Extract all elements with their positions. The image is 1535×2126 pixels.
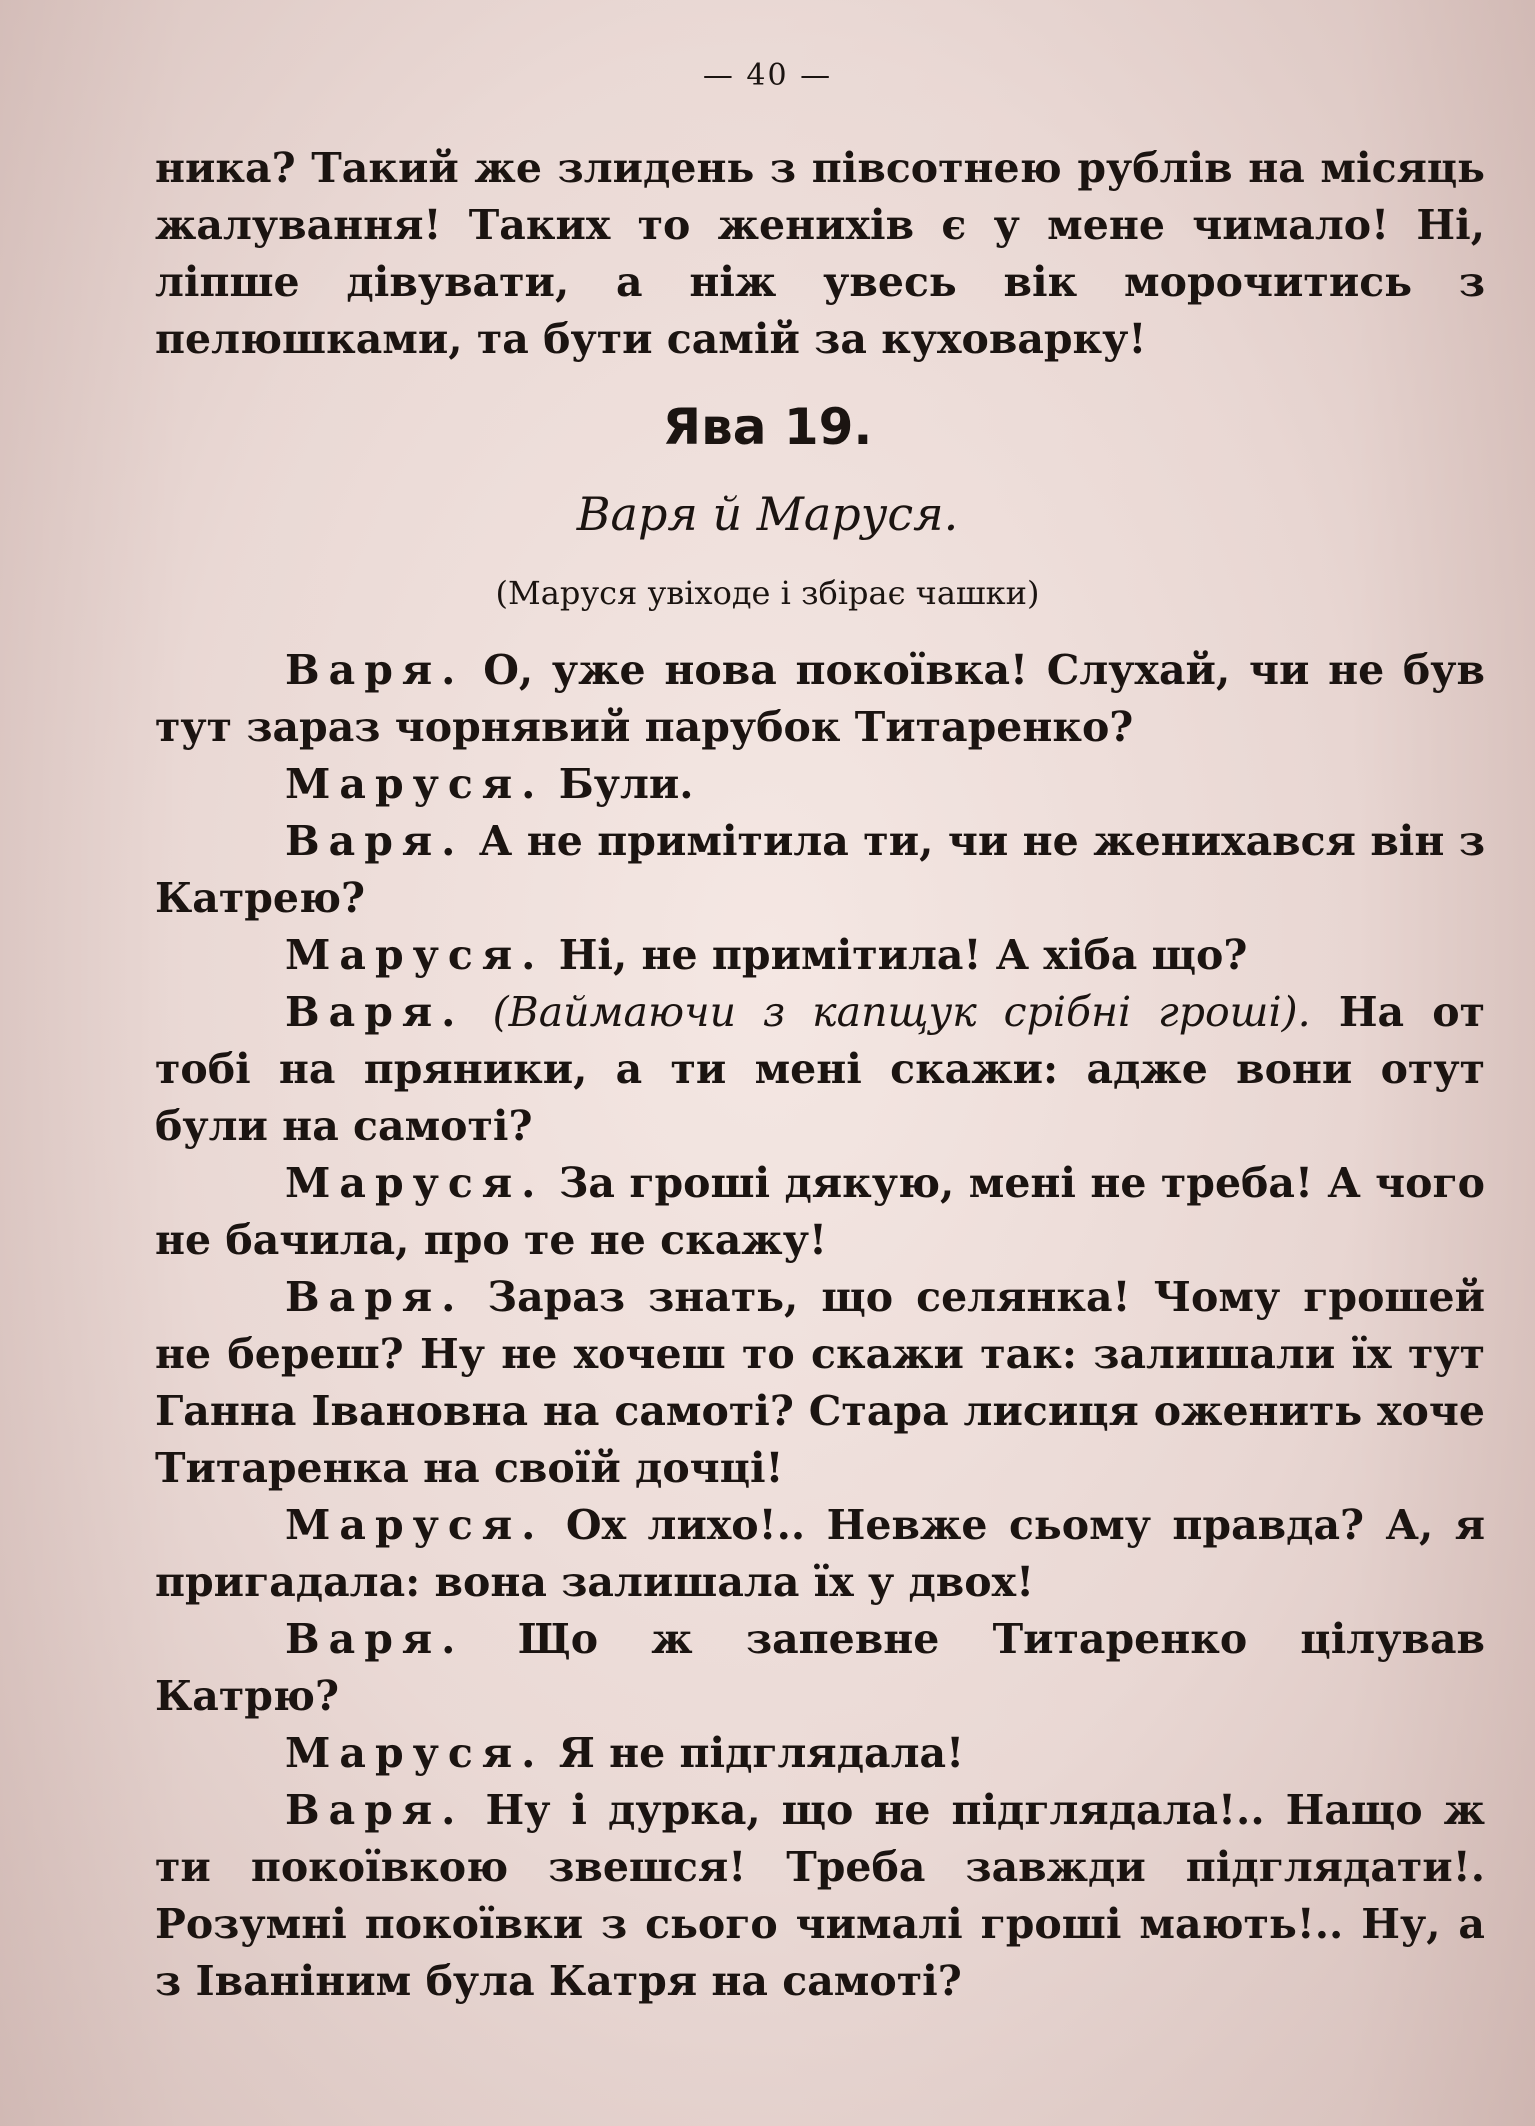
speech-text: О, уже нова покоївка! Слухай, чи не був тут зараз чорнявий парубок Титаренко? — [155, 646, 1485, 751]
stage-direction-inline: (Ваймаючи з капщук срібні гроші). — [492, 988, 1311, 1036]
dialogue-line — [155, 1725, 1485, 1782]
page-number: — 40 — — [702, 58, 833, 93]
scene-characters: Варя й Маруся. — [576, 487, 959, 541]
speech-text: За гроші дякую, мені не треба! А чого не бачила, про те не скажу! — [155, 1159, 1485, 1264]
dialogue-line — [155, 984, 1485, 1155]
continuation-paragraph: ника? Такий же злидень з півсотнею рублів на місяць жалування! Таких то женихів є у мене чимало! Ні, ліпше дівувати, а ніж увесь вік морочитись з пелюшками, та бути самій за куховарку! — [155, 144, 1485, 363]
dialogue-line — [155, 813, 1485, 927]
speech-text: Зараз знать, що селянка! Чому грошей не береш? Ну не хочеш то скажи так: залишали їх тут Ганна Івановна на самоті? Стара лисиця оженить хоче Титаренка на своїй дочці! — [155, 1273, 1485, 1492]
dialogue-line — [155, 1782, 1485, 2010]
speech-text: А не примітила ти, чи не женихався він з Катрею? — [155, 817, 1485, 922]
speech-text: Що ж запевне Титаренко цілував Катрю? — [155, 1615, 1485, 1720]
speaker-name: Маруся. — [285, 760, 545, 808]
dialogue-line — [155, 1155, 1485, 1269]
dialogue-line — [155, 1611, 1485, 1725]
speech-text: Ох лихо!.. Невже сьому правда? А, я пригадала: вона залишала їх у двох! — [155, 1501, 1485, 1606]
speech-text: Ні, не примітила! А хіба що? — [558, 931, 1248, 979]
dialogue-line — [155, 927, 1485, 984]
speech-text: Були. — [558, 760, 694, 808]
speech-text: Ну і дурка, що не підглядала!.. Нащо ж ти покоївкою звешся! Треба завжди підглядати!. Розумні покоївки з сього чималі гроші мають!.. Ну, а з Іваніним була Катря на самоті? — [155, 1786, 1485, 2005]
speaker-name: Маруся. — [285, 1729, 545, 1777]
dialogue-line — [155, 1269, 1485, 1497]
speech-text: На от тобі на пряники, а ти мені скажи: адже вони отут були на самоті? — [155, 988, 1485, 1150]
speaker-name: Маруся. — [285, 1501, 545, 1549]
scene-title: Ява 19. — [662, 398, 873, 456]
stage-direction: (Маруся увіходе і збірає чашки) — [495, 574, 1040, 612]
speech-text: Я не підглядала! — [558, 1729, 965, 1777]
speaker-name: Варя. — [285, 646, 465, 694]
speaker-name: Маруся. — [285, 1159, 545, 1207]
dialogue-line — [155, 756, 1485, 813]
speaker-name: Варя. — [285, 817, 465, 865]
dialogue-line — [155, 642, 1485, 756]
speaker-name: Маруся. — [285, 931, 545, 979]
speaker-name: Варя. — [285, 1786, 465, 1834]
speaker-name: Варя. — [285, 988, 465, 1036]
dialogue — [155, 642, 1485, 2010]
speaker-name: Варя. — [285, 1615, 465, 1663]
dialogue-line — [155, 1497, 1485, 1611]
speaker-name: Варя. — [285, 1273, 465, 1321]
